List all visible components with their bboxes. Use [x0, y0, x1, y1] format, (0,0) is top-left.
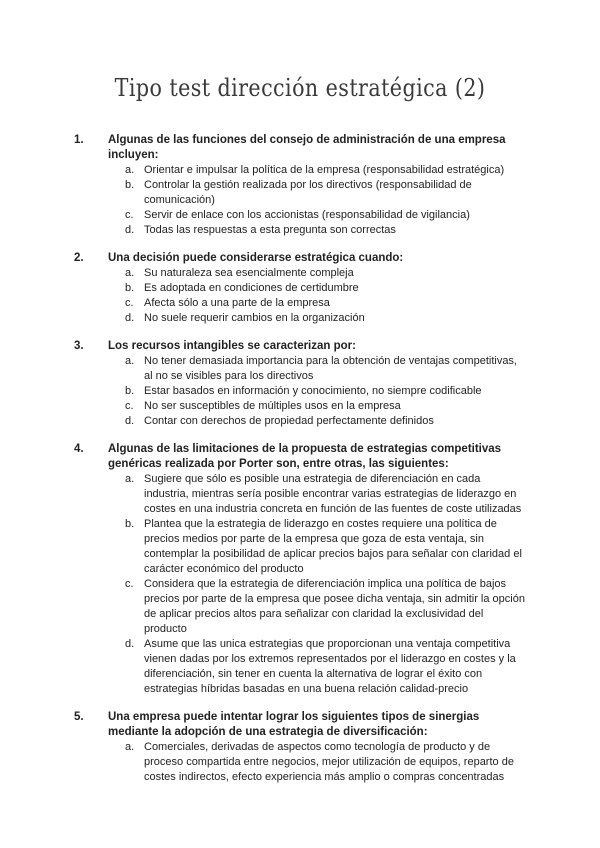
option-text: Controlar la gestión realizada por los directivos (responsabilidad de comunicación)	[144, 179, 472, 206]
option-text: Contar con derechos de propiedad perfectamente definidos	[144, 415, 434, 427]
option-letter: a.	[125, 355, 135, 367]
option-text: Estar basados en información y conocimiento, no siempre codificable	[144, 385, 482, 397]
option-a	[88, 266, 528, 281]
option-b	[88, 178, 528, 208]
option-letter: c.	[125, 209, 134, 221]
option-a	[88, 740, 528, 785]
option-letter: a.	[125, 164, 135, 176]
option-a	[88, 472, 528, 517]
question-text: Una empresa puede intentar lograr los siguientes tipos de sinergias mediante la adopción de una estrategia de diversificación:	[108, 711, 480, 738]
question-text: Algunas de las funciones del consejo de administración de una empresa incluyen:	[108, 134, 506, 161]
question-2	[74, 251, 528, 326]
option-text: No ser susceptibles de múltiples usos en la empresa	[144, 400, 401, 412]
option-b	[88, 384, 528, 399]
option-text: Todas las respuestas a esta pregunta son correctas	[144, 224, 396, 236]
option-d	[88, 223, 528, 238]
option-a	[88, 354, 528, 384]
option-a	[88, 163, 528, 178]
question-text: Los recursos intangibles se caracterizan por:	[108, 340, 356, 352]
option-letter: c.	[125, 297, 134, 309]
question-text: Una decisión puede considerarse estratégica cuando:	[108, 252, 404, 264]
question-4	[74, 442, 528, 697]
document-title: Tipo test dirección estratégica (2)	[114, 74, 486, 102]
option-letter: d.	[125, 638, 135, 650]
option-c	[88, 296, 528, 311]
option-d	[88, 637, 528, 697]
option-letter: b.	[125, 282, 135, 294]
option-text: Considera que la estrategia de diferenciación implica una política de bajos precios por parte de la empresa que posee dicha ventaja, sin admitir la opción de aplicar precios altos para señalizar con claridad la exclusividad del producto	[144, 578, 525, 635]
question-number: 2.	[74, 252, 84, 264]
option-text: Es adoptada en condiciones de certidumbre	[144, 282, 359, 294]
option-text: Su naturaleza sea esencialmente compleja	[144, 267, 354, 279]
option-c	[88, 399, 528, 414]
option-d	[88, 414, 528, 429]
question-number: 1.	[74, 134, 84, 146]
question-text: Algunas de las limitaciones de la propuesta de estrategias competitivas genéricas realizada por Porter son, entre otras, las siguientes:	[108, 443, 502, 470]
question-number: 5.	[74, 711, 84, 723]
option-letter: d.	[125, 224, 135, 236]
option-text: No suele requerir cambios en la organización	[144, 312, 365, 324]
option-letter: d.	[125, 312, 135, 324]
option-text: No tener demasiada importancia para la obtención de ventajas competitivas, al no se visibles para los directivos	[144, 355, 517, 382]
option-text: Sugiere que sólo es posible una estrategia de diferenciación en cada industria, mientras sería posible encontrar varias estrategias de liderazgo en costes en una industria concreta en función de las fuentes de coste utilizadas	[144, 473, 522, 515]
option-text: Comerciales, derivadas de aspectos como tecnología de producto y de proceso compartida entre negocios, mejor utilización de equipos, reparto de costes indirectos, efecto experiencia más amplio o compras concentradas	[144, 741, 514, 783]
question-1	[74, 133, 528, 238]
option-text: Orientar e impulsar la política de la empresa (responsabilidad estratégica)	[144, 164, 505, 176]
option-letter: a.	[125, 741, 135, 753]
option-b	[88, 517, 528, 577]
option-text: Plantea que la estrategia de liderazgo en costes requiere una política de precios medios por parte de la empresa que goza de esta ventaja, sin contemplar la posibilidad de aplicar precios bajos para señalar con claridad el carácter económico del producto	[144, 518, 522, 575]
question-number: 4.	[74, 443, 84, 455]
option-letter: a.	[125, 267, 135, 279]
question-number: 3.	[74, 340, 84, 352]
option-letter: b.	[125, 518, 135, 530]
option-letter: c.	[125, 400, 134, 412]
option-c	[88, 208, 528, 223]
option-d	[88, 311, 528, 326]
option-text: Asume que las unica estrategias que proporcionan una ventaja competitiva vienen dadas por los extremos representados por el liderazgo en costes y la diferenciación, sin tener en cuenta la alternativa de lograr el éxito con estrategias híbridas basadas en una buena relación calidad-precio	[144, 638, 516, 695]
option-b	[88, 281, 528, 296]
option-letter: c.	[125, 578, 134, 590]
option-letter: a.	[125, 473, 135, 485]
option-letter: b.	[125, 385, 135, 397]
question-list	[74, 133, 528, 798]
option-text: Servir de enlace con los accionistas (responsabilidad de vigilancia)	[144, 209, 470, 221]
option-text: Afecta sólo a una parte de la empresa	[144, 297, 330, 309]
question-5	[74, 710, 528, 785]
question-3	[74, 339, 528, 429]
option-letter: b.	[125, 179, 135, 191]
option-letter: d.	[125, 415, 135, 427]
option-c	[88, 577, 528, 637]
